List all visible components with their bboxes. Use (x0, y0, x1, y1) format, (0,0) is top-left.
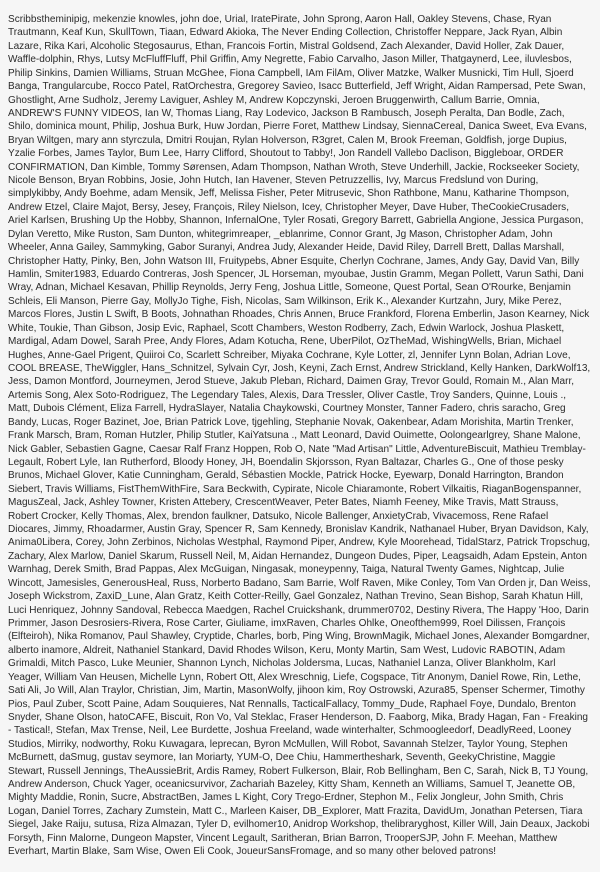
patron-credits-text: Scribbstheminipig, mekenzie knowles, john doe, Urial, IratePirate, John Sprong, Aaron Hall, Oakley Stevens, Chase, Ryan Trautmann, Keaf Kun, SkullTown, Tiaan, Edward Akioka, The Never Ending Collection, Christoffer Neppare, Jack Ryan, Albin Lazare, Rika Kari, Alcoholic Stegosaurus, Ethan, Francois Fortin, Mistral Goldsend, Zach Alexander, David Holler, Zak Dauer, Waffle-dolphin, Rhys, Lutsy McFluffFluff, Phil Griffin, Amy Negrette, Fabio Carvalho, Jason Miller, Thatgaynerd, Lee, iluvlesbos, Philip Sinkins, Damien Williams, Struan McGhee, Fiona Campbell, IAm FilAm, Oliver Matzke, Walker Musnicki, Tim Hull, Sjoerd Banga, Trangularcube, Rocco Patel, RatOrchestra, Gregorey Savieo, Isacc Butterfield, Jeff Wright, Aidan Rampersad, Pete Swan, Ghostlight, Arne Sudholz, Jeremy Laviguer, Ashley M, Andrew Kopczynski, Jeroen Bruggenwirth, Callum Barrie, Omnia, ANDREW'S FUNNY VIDEOS, Ian W, Thomas Liang, Ray Lodevico, Jackson B Rambusch, Joseph Peralta, Dan Bodle, Zach, Shilo, dominica mount, Philip, Joshua Burk, Huw Jordan, Pierre Foret, Matthew Lindsay, SiennaCereal, Danica Sweet, Eva Evans, Bryan Wiltgen, mary ann styrczula, Dmitri Roujan, Rylan Holverson, R3gret, Calen M, Brook Freeman, Goldfish, jorge Dupius, Yzalie Forbes, James Taylor, Bum Lee, Harry Clifford, Shoutout to Tabby!, Jon Randell Vallebo Daclison, Biggleboar, ORDER CONFIRMATION, Dan Kimble, Tommy Sørensen, Adam Thompson, Nathan Wroth, Steve Underhill, Jackie, Rockseeker Society, Nicole Benson, Bryan Robbins, Josie, John Hutch, Ian Havener, Steven Petruzzellis, Ivy, Marcus Fredslund von During, simplykibby, Andy Boehme, adam Mensik, Jeff, Melissa Fisher, Peter Mitrusevic, Shon Rathbone, Manu, Katharine Thompson, Andrew Etzel, Claire Majot, Bersy, Jesey, François, Riley Nielson, Icey, Christopher Meyer, Dave Huber, TheCookieCrusaders, Ariel Karlsen, Brushing Up the Hobby, Shannon, InfernalOne, Tyler Rosati, Gregory Barrett, Gabriella Angione, Jessica Purgason, Dylan Veretto, Mike Ruston, Sam Dunton, whitegrimreaper, _eblanrime, Connor Grant, Jg Mason, Christopher Adam, John Wheeler, Anna Gailey, Sammyking, Gabor Suranyi, Andrea Judy, Alexander Heide, David Riley, Darrell Brett, Dallas Marshall, Christopher Hatty, Pinky, Ben, John Watson III, Fruitypebs, Abner Esquite, Cherlyn Cochrane, James, Andy Gay, David Van, Billy Hamlin, Smiter1983, Eduardo Contreras, Josh Spencer, JL Horseman, myoubae, Justin Gramm, Megan Pollett, Varun Sathi, Dani Wray, Adnan, Michael Kesavan, Phillip Reynolds, Jerry Feng, Joshua Little, Someone, Quest Portal, Sean O'Rourke, Benjamin Schleis, Eli Manson, Pierre Gay, MollyJo Tighe, Fish, Nicolas, Sam Wilkinson, Erik K., Alexander Kurtzahn, Jury, Mike Perez, Marcos Flores, Justin L Swift, B Boots, Johnathan Rhoades, Chris Annen, Bruce Frankford, Florena Emberlin, Jason Kearney, Nick White, Toukie, Than Gibson, Josip Evic, Raphael, Scott Chambers, Weston Rodberry, Zach, Edwin Warlock, Joshua Plaskett, Mardigal, Adam Dowel, Sarah Pree, Andy Flores, Adam Kotucha, Rene, UberPilot, OzTheMad, WishingWells, Brian, Michael Hughes, Anne-Gael Prigent, Quiiroi Co, Scarlett Schreiber, Miyaka Cochrane, Kyle Lotter, zl, Jennifer Lynn Bolan, Adrian Love, COOL BREASE, TheWiggler, Hans_Schnitzel, Sylvain Cyr, Josh, Keyni, Zach Ernst, Andrew Strickland, Kelly Hanken, DarkWolf13, Jess, Damon Montford, Journeymen, Jerod Stueve, Jakub Pleban, Richard, Daimen Gray, Trevor Gould, Romain M., Alan Marr, Artemis Song, Alex Soto-Rodriguez, The Legendary Tales, Alexis, Dara Tressler, Oliver Castle, Troy Sanders, Quinne, Louis ., Matt, Dubois Clément, Eliza Farrell, HydraSlayer, Natalia Chaykowski, Courtney Monster, Tanner Fadero, chris saracho, Greg Bandy, Lucas, Roger Bazinet, Joe, Brian Patrick Love, tjgehling, Stephanie Novak, Oakenbear, Adam Morishita, Martin Trenker, Frank Marsch, Bram, Roman Hutzler, Philip Stutler, KaiYatsuna ., Matt Leonard, David Ouimette, Oolongearlgrey, Shane Malone, Nick Gabler, Sebastien Gagne, Caesar Ralf Franz Hoppen, Rob O, Nate "Mad Artisan" Little, AdventureBiscuit, Mathieu Tremblay-Legault, Robert Lyle, Ian Rutherford, Bloody Honey, JH, Boendalin Skjorsson, Ryan Baltazar, Charles G., One of those pesky Brunos, Michael Glover, Katie Cunningham, Gerald, Sébastien Mockle, Patrick Hocke, Eyewarp, Donald Harrington, Brandon Siebert, Travis Williams, FistThemWithFire, Sara Beckwith, Cypirate, Nicole Chiaramonte, Robert Vilkaitis, RiaganBogenspanner, MagusZeal, Jack, Ashley Towner, Kristen Attebery, CrescentWeaver, Peter Bates, Niamh Feeney, Mike Travis, Matt Strauss, Robert Crocker, Kelly Thomas, Alex, brendon faulkner, Datsuko, Nicole Ballenger, AnxietyCrab, Vivacemoss, Rene Rafael Diocares, Jimmy, Rhoadarmer, Austin Gray, Spencer R, Sam Kennedy, Bronislav Kandrik, Nathanael Huber, Bryan Davidson, Kaly, Anima0Libera, Corey, John Zerbinos, Nicholas Westphal, Raymond Piper, Andrew, Kyle Moorehead, TidalStarz, Patrick Tropschug, Zachary, Alex Marlow, Daniel Skarum, Russell Neil, M, Aidan Hernandez, Dungeon Dudes, Piper, Leagsaidh, Adam Epstein, Anton Warnhag, Derek Smith, Brad Pappas, Alex McGuigan, Ningasak, moneypenny, Taiga, Natural Twenty Games, Nightcap, Julie Wincott, Jamesisles, GenerousHeal, Russ, Norberto Badano, Sam Barrie, Wolf Raven, Mike Conley, Tom Van Orden jr, Dan Weiss, Joseph Wickstrom, ZaxiD_Lune, Alan Gratz, Keith Cotter-Reilly, Gael Gonzalez, Nathan Trevino, Sean Bishop, Sarah Khatun Hill, Luci Henriquez, Johnny Sandoval, Rebecca Maedgen, Rachel Cruickshank, drummer0702, Destiny Rivera, The Happy 'Hoo, Darin Primmer, Jason Desrosiers-Rivera, Rose Carter, Giuliame, imxRaven, Charles Ohlke, Oneofthem999, Roel Dilissen, François (Elfteiroh), Nika Romanov, Paul Shawley, Cryptide, Charles, borb, Ping Wing, BrownMagik, Michael Jones, Alexander Bomgardner, alberto inamore, Aldreit, Nathaniel Stankard, David Rhodes Wilson, Keru, Monty Martin, Sam West, Ludovic RABOTIN, Adam Grimaldi, Mitch Pasco, Luke Meunier, Shannon Lynch, Nicholas Joldersma, Lucas, Nathaniel Lanza, Oliver Blankholm, Karl Yeager, William Van Heusen, Michelle Lynn, Robert Ott, Alex Wreschnig, Liefe, Cogspace, Titr Anonym, Daniel Rowe, Rin, Lethe, Sati Ali, Jo Will, Alan Traylor, Christian, Jim, Martin, MasonWolfy, jihoon kim, Roy Ostrowski, Azura85, Spenser Schermer, Timothy Pios, Paul Zuber, Scott Paine, Adam Souquieres, Nat Rennalls, TacticalFallacy, Tommy_Dude, Raphael Foye, Dundalo, Brenton Snyder, Shane Olson, hatoCAFE, Biscuit, Ron Vo, Val Steklac, Fraser Henderson, D. Faaborg, Mika, Brady Hagan, Fan - Freaking - Tastical!, Stefan, Max Trense, Neil, Lee Burdette, Joshua Freeland, wade winterhalter, Schmoogleedorf, DeadlyReed, Looney Studios, Mirriky, nodworthy, Roku Kuwagara, leprecan, Byron McMullen, Will Robot, Savannah Stelzer, Taylor Young, Stephen McBurnett, daSmug, gustav seymore, Ian Moriarty, YUM-O, Dee Chiu, Hammertheshark, Seventh, GeekyChristine, Maggie Stewart, Russell Jennings, TheAussieBrit, Ardis Ramey, Robert Fulkerson, Blair, Rob Bellingham, Ben C, Sarah, Nick B, TJ Young, Andrew Anderson, Chuck Yager, oceanicsurvivor, Zachariah Bazeley, Kitty Sham, Kenneth an Williams, Samuel T, Jeanette OB, Mighty Maddie, Ronin, Sucre, AbstractBen, James L Kight, Cory Trego-Erdner, Stephon M., Felix Jongleur, John Smith, Chris Logan, Daniel Torres, Zachary Zumstein, Matt C., Marleen Kaiser, DB_Explorer, Matt Frazita, DavidUm, Jonathan Petersen, Tiara Siegel, Jake Raiju, sutusa, Riza Almazan, Tyler D, evilhomer10, Anidrop Workshop, thelibraryghost, Killer Will, Jain Deaux, Jackobi Forsyth, Finn Malorne, Dungeon Mapster, Vincent Legault, Saritheran, Brian Barron, TrooperSJP, John F. Meehan, Matthew Everhart, Martin Blake, Sam Wise, Owen Eli Cook, JoueurSansFromage, and so many other beloved patrons! (8, 14, 591, 858)
